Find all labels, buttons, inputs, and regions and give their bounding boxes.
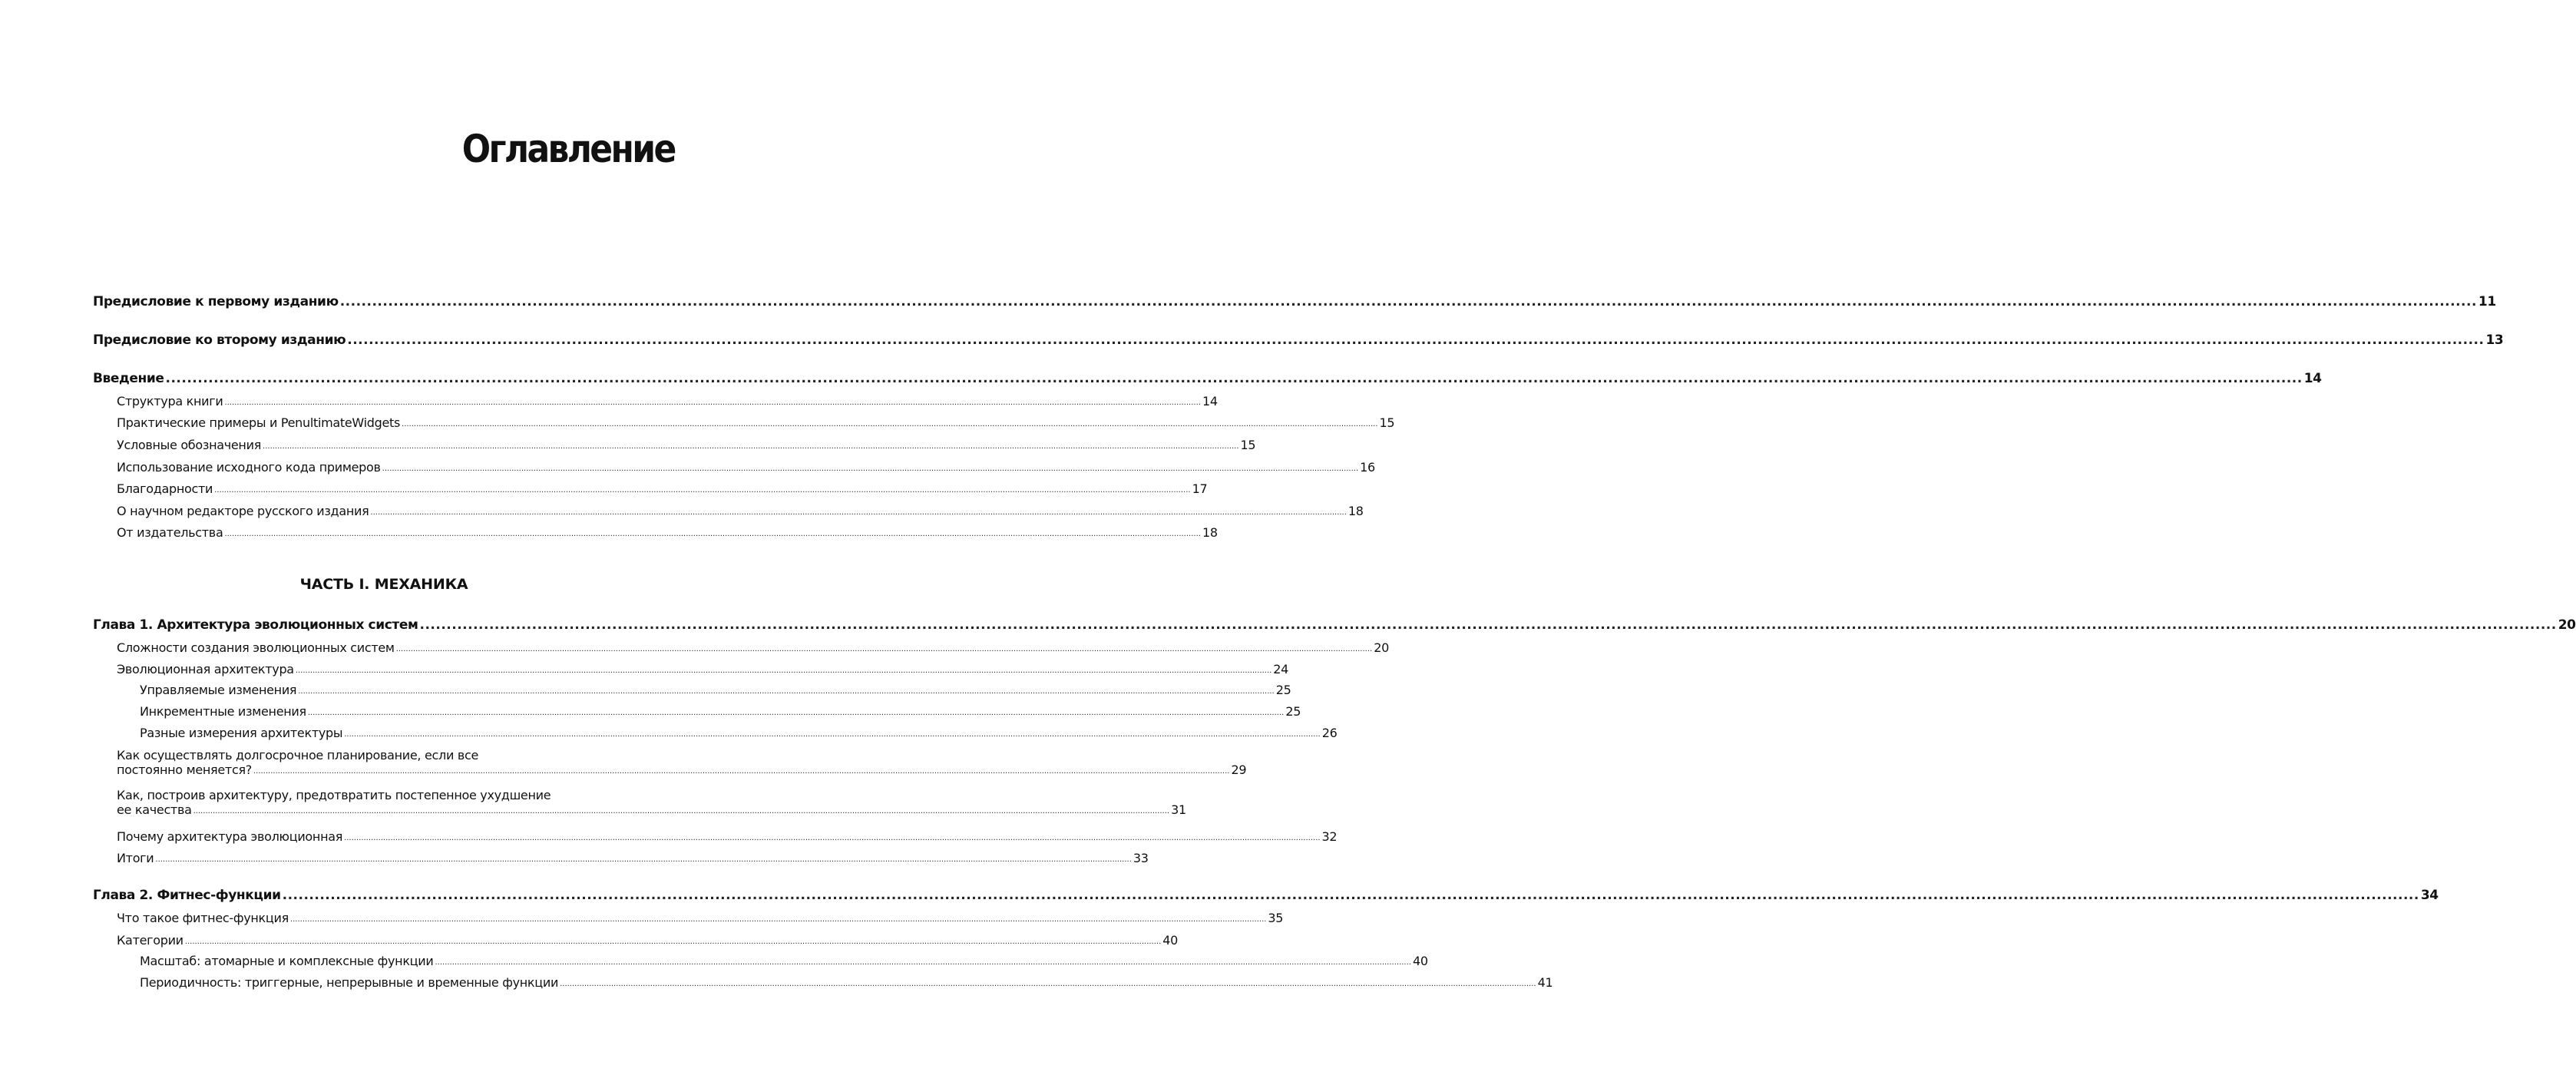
toc-entry-intro-7[interactable] <box>117 525 1218 540</box>
toc-page-number: 18 <box>1348 504 1364 518</box>
toc-entry-line2 <box>117 762 1247 777</box>
leader-dots: ................................................................................................................................................................................................................................................................................................................................................................................................................ <box>370 508 1347 517</box>
toc-page-number: 25 <box>1285 704 1301 719</box>
leader-dots: ................................................................................................................................................................................................................................................................................................................................................................................................................ <box>155 855 1132 864</box>
toc-entry-text-cont: ее качества <box>117 802 192 817</box>
toc-entry-text: Категории <box>117 933 184 948</box>
toc-entry-ch2-1[interactable] <box>117 911 1284 925</box>
leader-dots: ................................................................................................................................................................................................................................................................................................................................................................................................................ <box>298 687 1275 696</box>
toc-page-number: 40 <box>1162 933 1179 948</box>
toc-entry-chapter-1[interactable] <box>93 617 2576 633</box>
leader-dots: ................................................................................................................................................................................................................................................................................................................................................................................................................ <box>347 332 2485 348</box>
toc-page-number: 13 <box>2485 332 2504 348</box>
leader-dots: ................................................................................................................................................................................................................................................................................................................................................................................................................ <box>289 915 1267 924</box>
toc-entry-ch1-7[interactable] <box>117 788 1186 817</box>
leader-dots: ................................................................................................................................................................................................................................................................................................................................................................................................................ <box>282 888 2419 903</box>
toc-page-number: 20 <box>2558 617 2576 633</box>
leader-dots: ................................................................................................................................................................................................................................................................................................................................................................................................................ <box>263 442 1239 451</box>
toc-entry-text: От издательства <box>117 525 223 540</box>
toc-page-number: 20 <box>1374 640 1389 655</box>
toc-entry-text: Глава 1. Архитектура эволюционных систем <box>93 617 418 633</box>
toc-entry-text: Благодарности <box>117 481 213 496</box>
toc-entry-ch1-8[interactable] <box>117 829 1338 844</box>
toc-page-number: 18 <box>1202 525 1218 540</box>
leader-dots: ................................................................................................................................................................................................................................................................................................................................................................................................................ <box>419 617 2557 633</box>
toc-entry-preface-1[interactable] <box>93 294 2496 309</box>
toc-entry-intro-1[interactable] <box>117 394 1218 409</box>
toc-entry-ch1-3[interactable] <box>140 683 1291 697</box>
toc-entry-ch1-4[interactable] <box>140 704 1301 719</box>
toc-page-number: 16 <box>1360 460 1375 475</box>
toc-entry-intro-6[interactable] <box>117 504 1364 518</box>
toc-list <box>93 0 2576 1085</box>
toc-entry-text: Эволюционная архитектура <box>117 662 294 676</box>
toc-entry-text: Почему архитектура эволюционная <box>117 829 343 844</box>
toc-page-number: 17 <box>1192 481 1208 496</box>
toc-entry-text: Разные измерения архитектуры <box>140 726 343 740</box>
toc-entry-ch1-1[interactable] <box>117 640 1389 655</box>
toc-entry-text: Введение <box>93 371 164 386</box>
toc-entry-text: Инкрементные изменения <box>140 704 306 719</box>
leader-dots: ................................................................................................................................................................................................................................................................................................................................................................................................................ <box>344 730 1321 739</box>
toc-page-number: 14 <box>1202 394 1218 409</box>
toc-entry-line2 <box>117 802 1186 817</box>
toc-entry-ch2-3[interactable] <box>140 954 1428 968</box>
toc-page-number: 14 <box>2303 371 2322 386</box>
toc-page-number: 35 <box>1268 911 1284 925</box>
leader-dots: ................................................................................................................................................................................................................................................................................................................................................................................................................ <box>344 834 1321 842</box>
toc-entry-text: Структура книги <box>117 394 223 409</box>
toc-entry-text: Управляемые изменения <box>140 683 297 697</box>
toc-entry-ch1-9[interactable] <box>117 851 1149 865</box>
toc-entry-intro-5[interactable] <box>117 481 1208 496</box>
leader-dots: ................................................................................................................................................................................................................................................................................................................................................................................................................ <box>395 645 1373 653</box>
toc-page-number: 32 <box>1321 829 1338 844</box>
toc-page-number: 11 <box>2478 294 2496 309</box>
toc-entry-intro-3[interactable] <box>117 438 1256 452</box>
toc-entry-text: Что такое фитнес-функция <box>117 911 289 925</box>
leader-dots: ................................................................................................................................................................................................................................................................................................................................................................................................................ <box>165 371 2303 386</box>
page-title: Оглавление <box>462 127 675 171</box>
leader-dots: ................................................................................................................................................................................................................................................................................................................................................................................................................ <box>224 399 1201 407</box>
leader-dots: ................................................................................................................................................................................................................................................................................................................................................................................................................ <box>214 486 1191 495</box>
leader-dots: ................................................................................................................................................................................................................................................................................................................................................................................................................ <box>295 667 1272 675</box>
leader-dots: ................................................................................................................................................................................................................................................................................................................................................................................................................ <box>184 938 1162 946</box>
leader-dots: ................................................................................................................................................................................................................................................................................................................................................................................................................ <box>339 294 2477 309</box>
toc-entry-ch1-5[interactable] <box>140 726 1338 740</box>
toc-page-number: 24 <box>1273 662 1289 676</box>
leader-dots: ................................................................................................................................................................................................................................................................................................................................................................................................................ <box>560 980 1536 988</box>
toc-entry-chapter-2[interactable] <box>93 888 2439 903</box>
toc-entry-preface-2[interactable] <box>93 332 2504 348</box>
toc-entry-text: Глава 2. Фитнес-функции <box>93 888 281 903</box>
leader-dots: ................................................................................................................................................................................................................................................................................................................................................................................................................ <box>382 465 1359 473</box>
toc-entry-text: Сложности создания эволюционных систем <box>117 640 395 655</box>
toc-entry-text: Использование исходного кода примеров <box>117 460 381 475</box>
toc-page-number: 40 <box>1412 954 1428 968</box>
toc-entry-text: Предисловие к первому изданию <box>93 294 339 309</box>
toc-entry-text: Условные обозначения <box>117 438 262 452</box>
toc-entry-text: Масштаб: атомарные и комплексные функции <box>140 954 434 968</box>
toc-entry-intro[interactable] <box>93 371 2322 386</box>
toc-entry-text: Как, построив архитектуру, предотвратить постепенное ухудшение <box>117 788 551 802</box>
toc-page-number: 25 <box>1275 683 1291 697</box>
toc-entry-text: Периодичность: триггерные, непрерывные и временные функции <box>140 975 559 990</box>
toc-entry-intro-2[interactable] <box>117 415 1395 430</box>
toc-entry-text: Как осуществлять долгосрочное планирование, если все <box>117 748 478 762</box>
leader-dots: ................................................................................................................................................................................................................................................................................................................................................................................................................ <box>193 807 1170 815</box>
toc-page-number: 33 <box>1133 851 1149 865</box>
toc-entry-text-cont: постоянно меняется? <box>117 762 252 777</box>
toc-page-number: 31 <box>1171 802 1186 817</box>
leader-dots: ................................................................................................................................................................................................................................................................................................................................................................................................................ <box>435 958 1411 967</box>
toc-page-number: 26 <box>1321 726 1338 740</box>
toc-entry-text: Итоги <box>117 851 154 865</box>
leader-dots: ................................................................................................................................................................................................................................................................................................................................................................................................................ <box>253 767 1230 776</box>
toc-page-number: 15 <box>1379 415 1395 430</box>
leader-dots: ................................................................................................................................................................................................................................................................................................................................................................................................................ <box>402 420 1378 428</box>
toc-entry-text: Предисловие ко второму изданию <box>93 332 346 348</box>
leader-dots: ................................................................................................................................................................................................................................................................................................................................................................................................................ <box>307 709 1285 717</box>
leader-dots: ................................................................................................................................................................................................................................................................................................................................................................................................................ <box>224 530 1201 538</box>
toc-page-number: 29 <box>1231 762 1247 777</box>
toc-entry-intro-4[interactable] <box>117 460 1375 475</box>
toc-entry-text: Практические примеры и PenultimateWidgets <box>117 415 401 430</box>
toc-entry-ch1-2[interactable] <box>117 662 1289 676</box>
part-heading: ЧАСТЬ I. МЕХАНИКА <box>299 576 468 593</box>
toc-page-number: 34 <box>2420 888 2439 903</box>
toc-entry-ch2-4[interactable] <box>140 975 1553 990</box>
toc-page-number: 41 <box>1537 975 1553 990</box>
toc-entry-ch1-6[interactable] <box>117 748 1247 777</box>
toc-entry-text: О научном редакторе русского издания <box>117 504 369 518</box>
toc-entry-ch2-2[interactable] <box>117 933 1179 948</box>
toc-page-number: 15 <box>1240 438 1256 452</box>
